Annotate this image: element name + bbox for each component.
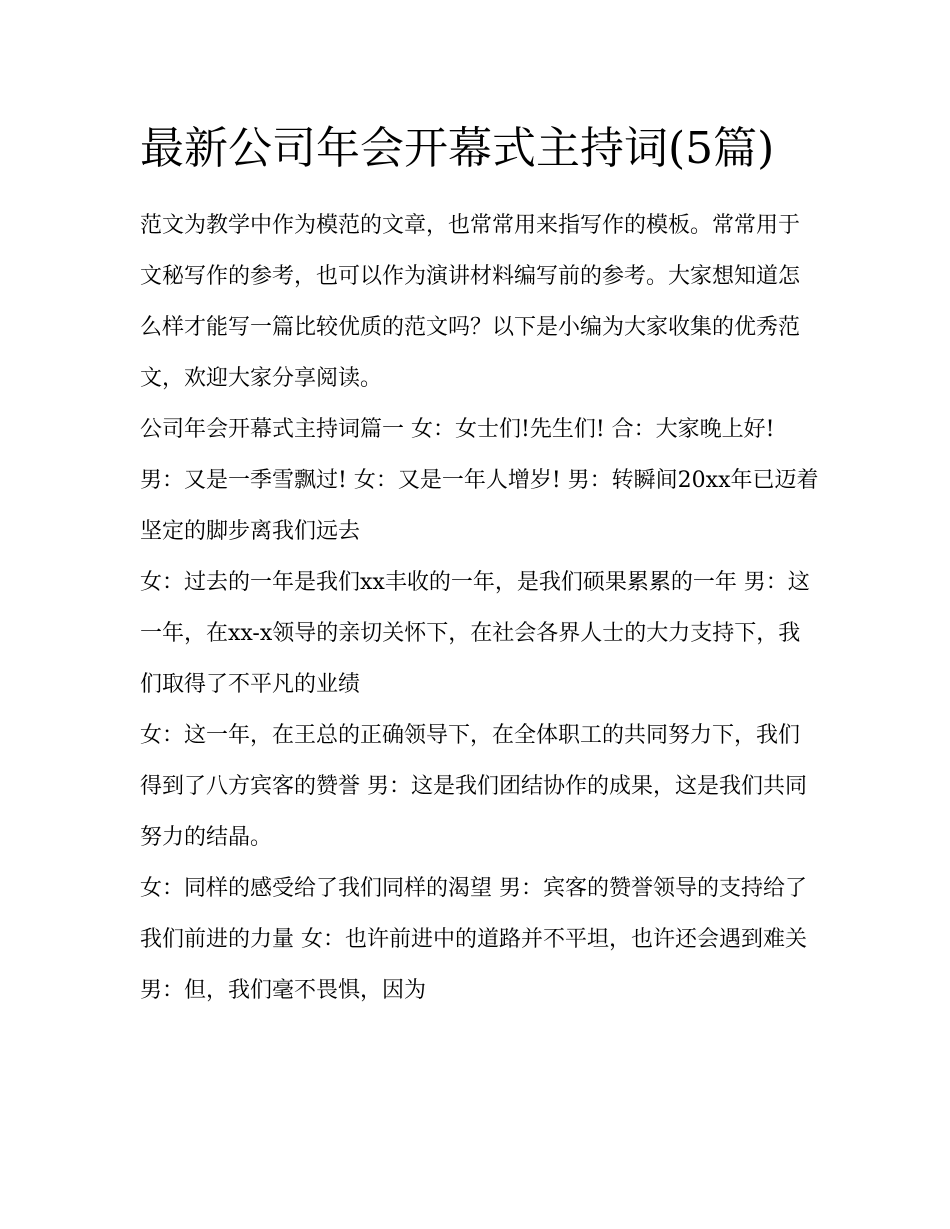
document-title: 最新公司年会开幕式主持词(5篇) bbox=[140, 123, 775, 174]
document-page bbox=[140, 112, 820, 1016]
body-paragraph: 公司年会开幕式主持词篇一 女：女士们!先生们! 合：大家晚上好! 男：又是一季雪飘过! 女：又是一年人增岁! 男：转瞬间20xx年已迈着坚定的脚步离我们远去 bbox=[140, 417, 819, 544]
body-paragraph: 女：同样的感受给了我们同样的渴望 男：宾客的赞誉领导的支持给了我们前进的力量 女：也许前进中的道路并不平坦，也许还会遇到难关 男：但，我们毫不畏惧，因为 bbox=[140, 876, 807, 1003]
intro-paragraph: 范文为教学中作为模范的文章，也常常用来指写作的模板。常常用于文秘写作的参考，也可以作为演讲材料编写前的参考。大家想知道怎么样才能写一篇比较优质的范文吗？以下是小编为大家收集的优秀范文，欢迎大家分享阅读。 bbox=[140, 213, 801, 391]
body-paragraph: 女：这一年，在王总的正确领导下，在全体职工的共同努力下，我们得到了八方宾客的赞誉 男：这是我们团结协作的成果，这是我们共同努力的结晶。 bbox=[140, 723, 807, 850]
body-paragraph: 女：过去的一年是我们xx丰收的一年，是我们硕果累累的一年 男：这一年，在xx-x领导的亲切关怀下，在社会各界人士的大力支持下，我们取得了不平凡的业绩 bbox=[140, 570, 810, 697]
